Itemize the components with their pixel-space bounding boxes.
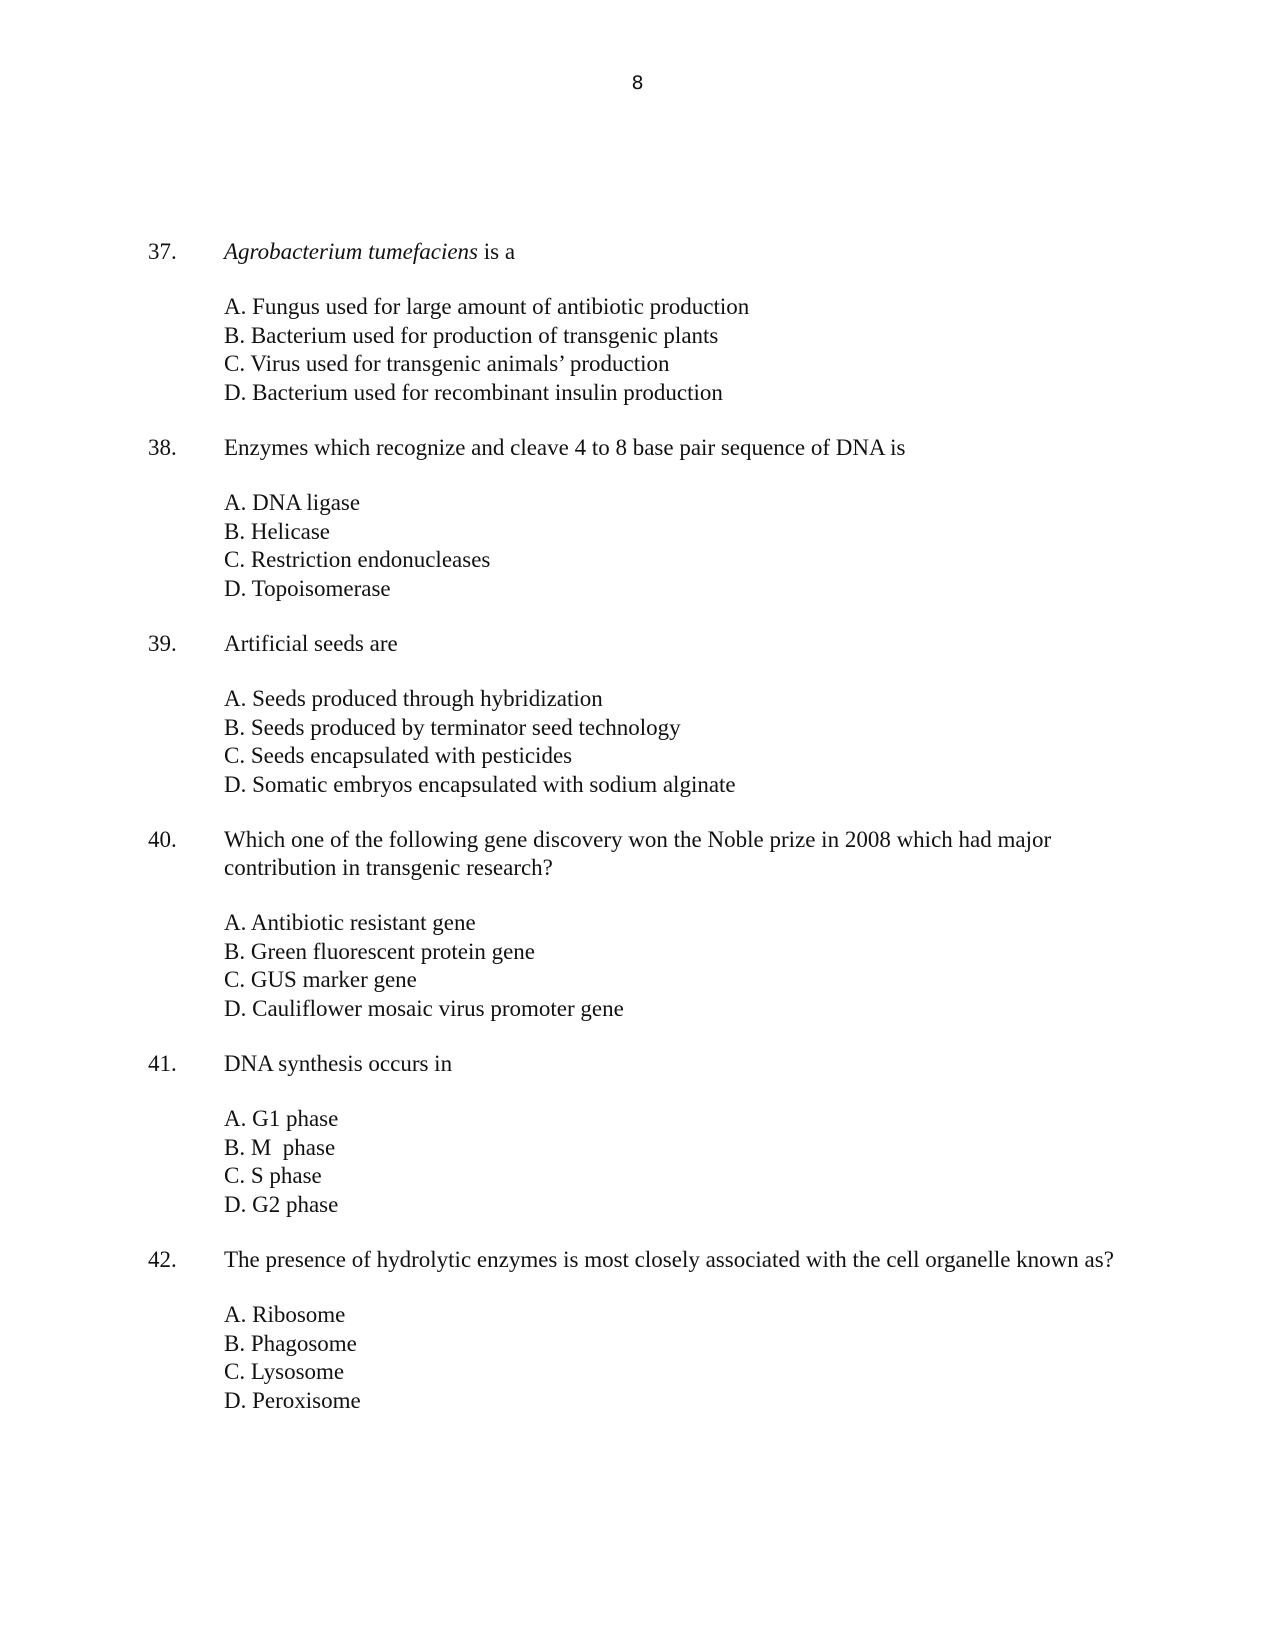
option-list (224, 909, 1148, 1023)
question-38 (148, 434, 1148, 603)
option-b: B. Phagosome (224, 1330, 357, 1356)
question-text: Which one of the following gene discovery won the Noble prize in 2008 which had major contribution in transgenic research? (224, 827, 1052, 880)
option-b: B. Seeds produced by terminator seed technology (224, 714, 681, 740)
question-number: 41. (148, 1051, 177, 1076)
option-d: D. Bacterium used for recombinant insulin production (224, 379, 723, 405)
page-number: 8 (631, 72, 644, 94)
option-a: A. G1 phase (224, 1106, 339, 1131)
option-d: D. Topoisomerase (224, 575, 391, 601)
question-number: 38. (148, 435, 177, 460)
question-number: 42. (148, 1247, 177, 1272)
species-name: Agrobacterium tumefaciens (224, 239, 479, 264)
option-c: C. Virus used for transgenic animals’ production (224, 351, 670, 376)
option-d: D. Peroxisome (224, 1387, 361, 1413)
option-a: A. DNA ligase (224, 490, 361, 515)
question-41 (148, 1050, 1148, 1219)
question-40 (148, 826, 1148, 1023)
option-d: D. G2 phase (224, 1191, 339, 1217)
question-stem (148, 434, 1148, 462)
option-d: D. Somatic embryos encapsulated with sodium alginate (224, 771, 736, 797)
question-stem (148, 1050, 1148, 1078)
option-d: D. Cauliflower mosaic virus promoter gene (224, 995, 624, 1021)
option-c: C. S phase (224, 1163, 322, 1188)
question-number: 37. (148, 239, 177, 264)
option-list (224, 293, 1148, 407)
option-a: A. Ribosome (224, 1302, 346, 1327)
question-42 (148, 1246, 1148, 1415)
option-b: B. Green fluorescent protein gene (224, 938, 536, 964)
question-text: DNA synthesis occurs in (224, 1051, 453, 1076)
option-c: C. Lysosome (224, 1359, 345, 1384)
question-text (224, 238, 1148, 266)
question-text: Enzymes which recognize and cleave 4 to 8 base pair sequence of DNA is (224, 435, 906, 460)
option-b: B. Helicase (224, 518, 331, 544)
question-stem (148, 826, 1148, 882)
option-a: A. Fungus used for large amount of antibiotic production (224, 294, 750, 319)
option-a: A. Antibiotic resistant gene (224, 910, 476, 935)
question-number: 39. (148, 631, 177, 656)
question-stem (148, 1246, 1148, 1274)
question-37 (148, 238, 1148, 407)
option-list (224, 685, 1148, 799)
question-stem (148, 238, 1148, 266)
option-list (224, 1105, 1148, 1219)
question-list (148, 238, 1148, 1442)
option-c: C. Seeds encapsulated with pesticides (224, 743, 573, 768)
option-list (224, 489, 1148, 603)
question-text: The presence of hydrolytic enzymes is most closely associated with the cell organelle known as? (224, 1247, 1114, 1272)
question-39 (148, 630, 1148, 799)
option-b: B. M phase (224, 1134, 336, 1160)
question-text: Artificial seeds are (224, 631, 398, 656)
option-list (224, 1301, 1148, 1415)
question-number: 40. (148, 827, 177, 852)
option-c: C. Restriction endonucleases (224, 547, 491, 572)
question-text-rest: is a (478, 239, 516, 264)
option-c: C. GUS marker gene (224, 967, 417, 992)
question-stem (148, 630, 1148, 658)
option-a: A. Seeds produced through hybridization (224, 686, 603, 711)
option-b: B. Bacterium used for production of transgenic plants (224, 322, 719, 348)
